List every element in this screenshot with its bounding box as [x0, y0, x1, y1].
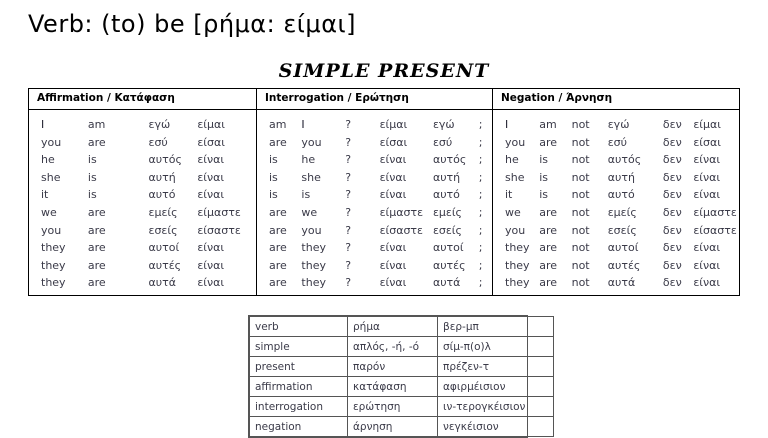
cell-verb: are	[269, 276, 287, 290]
cell-term-en: simple	[250, 337, 348, 357]
cell-question-mark-gr: ;	[478, 241, 483, 255]
cell-subject: he	[505, 153, 519, 167]
table-row	[29, 171, 256, 189]
cell-verb-gr: είναι	[197, 170, 225, 184]
cell-subject: we	[41, 205, 57, 219]
cell-verb: are	[269, 241, 287, 255]
cell-verb-gr: είμαστε	[693, 205, 737, 219]
cell-subject: they	[41, 241, 66, 255]
table-row	[29, 224, 256, 242]
cell-pronunciation: βερ-μπ	[438, 317, 554, 337]
cell-subject-gr: εμείς	[432, 205, 463, 219]
cell-subject: I	[301, 118, 305, 131]
cell-subject-gr: εμείς	[607, 205, 637, 219]
cell-not: not	[571, 135, 590, 149]
column-header-affirmation: Affirmation / Κατάφαση	[29, 89, 257, 109]
cell-not-gr: δεν	[662, 188, 682, 202]
table-row	[257, 188, 492, 206]
cell-subject: you	[505, 223, 526, 237]
cell-question-mark: ?	[345, 205, 352, 219]
cell-not: not	[571, 276, 590, 290]
table-row	[493, 153, 739, 171]
cell-question-mark-gr: ;	[478, 258, 483, 272]
table-row	[493, 171, 739, 189]
cell-verb: are	[539, 223, 558, 237]
table-row	[257, 153, 492, 171]
cell-not-gr: δεν	[662, 223, 682, 237]
cell-verb-gr: είναι	[693, 276, 721, 290]
cell-subject-gr: αυτή	[148, 170, 176, 184]
cell-subject-gr: αυτός	[432, 153, 467, 167]
cell-question-mark-gr: ;	[478, 135, 483, 149]
cell-pronunciation: νεγκέισιον	[438, 417, 554, 437]
cell-question-mark-gr: ;	[478, 188, 483, 202]
cell-question-mark: ?	[345, 135, 352, 149]
table-row	[29, 241, 256, 259]
cell-question-mark-gr: ;	[478, 223, 483, 237]
cell-verb-gr: είμαι	[197, 118, 225, 131]
cell-subject-gr: εσείς	[607, 223, 637, 237]
cell-subject: they	[301, 276, 326, 290]
table-row	[257, 224, 492, 242]
table-row	[250, 397, 554, 417]
cell-not-gr: δεν	[662, 276, 682, 290]
cell-not: not	[571, 258, 590, 272]
cell-verb-gr: είσαι	[197, 135, 225, 149]
cell-verb-gr: είμαι	[693, 118, 721, 131]
cell-subject: they	[301, 258, 326, 272]
cell-verb: is	[269, 153, 278, 167]
cell-not-gr: δεν	[662, 241, 682, 255]
interrogation-column	[257, 110, 493, 295]
table-row	[257, 171, 492, 189]
cell-not: not	[571, 153, 590, 167]
cell-subject: we	[301, 205, 318, 219]
conjugation-table	[28, 88, 740, 296]
negation-column	[493, 110, 739, 295]
cell-subject-gr: αυτή	[432, 170, 461, 184]
cell-not: not	[571, 188, 590, 202]
cell-not-gr: δεν	[662, 153, 682, 167]
cell-term-gr: ερώτηση	[348, 397, 438, 417]
cell-subject: you	[41, 135, 62, 149]
cell-not: not	[571, 205, 590, 219]
cell-verb: are	[87, 276, 106, 290]
cell-subject-gr: αυτοί	[432, 241, 464, 255]
cell-verb-gr: είναι	[197, 276, 225, 290]
cell-question-mark: ?	[345, 241, 352, 255]
cell-verb: are	[87, 205, 106, 219]
cell-subject: they	[41, 276, 66, 290]
cell-subject-gr: αυτός	[148, 153, 182, 167]
table-row	[493, 118, 739, 136]
cell-term-gr: απλός, -ή, -ό	[348, 337, 438, 357]
cell-question-mark: ?	[345, 153, 352, 167]
cell-pronunciation: αφιρμέισιον	[438, 377, 554, 397]
cell-verb: are	[539, 276, 558, 290]
cell-not-gr: δεν	[662, 170, 682, 184]
table-row	[493, 136, 739, 154]
cell-subject: we	[505, 205, 521, 219]
cell-verb: are	[87, 135, 106, 149]
cell-term-gr: παρόν	[348, 357, 438, 377]
cell-verb-gr: είναι	[693, 188, 721, 202]
table-row	[29, 136, 256, 154]
cell-verb-gr: είναι	[379, 241, 407, 255]
cell-verb: am	[539, 118, 557, 131]
cell-verb-gr: είναι	[197, 188, 225, 202]
cell-term-en: negation	[250, 417, 348, 437]
cell-verb: are	[269, 258, 287, 272]
cell-question-mark-gr: ;	[478, 276, 483, 290]
cell-subject-gr: εσύ	[148, 135, 168, 149]
table-row	[257, 118, 492, 136]
cell-subject-gr: εσείς	[148, 223, 178, 237]
cell-subject-gr: εσείς	[432, 223, 462, 237]
cell-subject: he	[301, 153, 316, 167]
cell-verb: are	[87, 241, 106, 255]
cell-subject-gr: αυτός	[607, 153, 642, 167]
cell-subject: they	[301, 241, 326, 255]
cell-verb-gr: είναι	[197, 241, 225, 255]
cell-question-mark: ?	[345, 276, 352, 290]
cell-subject-gr: αυτές	[148, 258, 182, 272]
cell-question-mark: ?	[345, 223, 352, 237]
cell-subject: they	[505, 276, 530, 290]
cell-subject: you	[301, 135, 322, 149]
cell-verb-gr: είσαι	[693, 135, 721, 149]
cell-question-mark: ?	[345, 170, 352, 184]
cell-subject-gr: αυτά	[607, 276, 636, 290]
cell-verb-gr: είμαι	[379, 118, 408, 131]
cell-subject-gr: εμείς	[148, 205, 178, 219]
cell-verb: are	[539, 241, 558, 255]
cell-verb: are	[87, 258, 106, 272]
cell-verb-gr: είσαι	[379, 135, 408, 149]
conjugation-table-body	[29, 110, 739, 295]
cell-not: not	[571, 170, 590, 184]
cell-subject-gr: αυτά	[432, 276, 461, 290]
cell-verb: is	[539, 153, 549, 167]
cell-not: not	[571, 118, 590, 131]
cell-term-en: verb	[250, 317, 348, 337]
table-row	[257, 276, 492, 294]
cell-subject-gr: αυτή	[607, 170, 635, 184]
cell-verb-gr: είναι	[197, 153, 225, 167]
cell-subject: it	[41, 188, 49, 202]
cell-term-gr: άρνηση	[348, 417, 438, 437]
cell-verb: is	[87, 188, 97, 202]
cell-subject-gr: αυτοί	[607, 241, 639, 255]
cell-verb: is	[269, 188, 278, 202]
page-title: Verb: (to) be [ρήμα: είμαι]	[28, 10, 356, 38]
cell-subject-gr: εγώ	[607, 118, 630, 131]
cell-not: not	[571, 241, 590, 255]
cell-verb-gr: είσαστε	[379, 223, 423, 237]
table-row	[250, 417, 554, 437]
cell-term-gr: ρήμα	[348, 317, 438, 337]
cell-subject-gr: αυτές	[607, 258, 641, 272]
cell-subject: I	[41, 118, 45, 131]
cell-term-en: interrogation	[250, 397, 348, 417]
cell-verb-gr: είναι	[379, 153, 407, 167]
cell-question-mark-gr: ;	[478, 153, 483, 167]
cell-subject-gr: εσύ	[607, 135, 628, 149]
cell-verb-gr: είναι	[693, 153, 721, 167]
table-row	[257, 241, 492, 259]
cell-not-gr: δεν	[662, 135, 682, 149]
cell-subject: is	[301, 188, 311, 202]
cell-subject-gr: αυτοί	[148, 241, 180, 255]
cell-subject-gr: εγώ	[148, 118, 171, 131]
cell-subject: I	[505, 118, 509, 131]
cell-term-en: affirmation	[250, 377, 348, 397]
cell-question-mark-gr: ;	[478, 205, 483, 219]
cell-question-mark: ?	[345, 188, 352, 202]
cell-verb-gr: είναι	[693, 170, 721, 184]
table-row	[257, 206, 492, 224]
table-row	[29, 153, 256, 171]
cell-verb: am	[87, 118, 106, 131]
cell-pronunciation: ιν-τερογκέισιον	[438, 397, 554, 417]
table-row	[493, 188, 739, 206]
cell-verb-gr: είσαστε	[197, 223, 241, 237]
cell-verb: is	[269, 170, 278, 184]
cell-verb: is	[87, 153, 97, 167]
cell-verb-gr: είναι	[197, 258, 225, 272]
cell-subject: she	[505, 170, 525, 184]
cell-subject: he	[41, 153, 55, 167]
cell-subject: you	[301, 223, 322, 237]
cell-verb: are	[539, 135, 558, 149]
cell-subject: it	[505, 188, 513, 202]
cell-verb: are	[269, 135, 287, 149]
cell-verb-gr: είμαστε	[197, 205, 241, 219]
table-row	[250, 377, 554, 397]
cell-term-en: present	[250, 357, 348, 377]
cell-not-gr: δεν	[662, 258, 682, 272]
column-header-interrogation: Interrogation / Ερώτηση	[257, 89, 493, 109]
cell-verb-gr: είσαστε	[693, 223, 737, 237]
cell-subject: they	[505, 241, 530, 255]
table-row	[493, 224, 739, 242]
cell-verb-gr: είναι	[379, 188, 407, 202]
cell-subject: you	[505, 135, 526, 149]
table-row	[257, 136, 492, 154]
cell-question-mark: ?	[345, 118, 352, 131]
table-row	[257, 259, 492, 277]
cell-pronunciation: πρέζεν-τ	[438, 357, 554, 377]
cell-subject: they	[41, 258, 66, 272]
cell-verb-gr: είναι	[379, 276, 407, 290]
cell-subject-gr: αυτό	[148, 188, 176, 202]
cell-verb: am	[269, 118, 287, 131]
cell-verb-gr: είναι	[693, 258, 721, 272]
table-row	[493, 241, 739, 259]
cell-subject-gr: εγώ	[432, 118, 455, 131]
cell-subject-gr: εσύ	[432, 135, 453, 149]
cell-verb: are	[269, 205, 287, 219]
cell-subject-gr: αυτό	[607, 188, 635, 202]
table-row	[250, 317, 554, 337]
cell-subject: they	[505, 258, 530, 272]
cell-verb-gr: είμαστε	[379, 205, 424, 219]
cell-subject: she	[41, 170, 61, 184]
cell-verb: is	[539, 188, 549, 202]
table-row	[250, 337, 554, 357]
cell-question-mark-gr: ;	[478, 170, 483, 184]
section-heading: SIMPLE PRESENT	[278, 60, 490, 82]
cell-question-mark: ?	[345, 258, 352, 272]
cell-verb-gr: είναι	[379, 258, 407, 272]
column-header-negation: Negation / Άρνηση	[501, 92, 613, 104]
cell-verb-gr: είναι	[693, 241, 721, 255]
cell-verb: is	[539, 170, 549, 184]
cell-not-gr: δεν	[662, 205, 682, 219]
affirmation-column	[29, 110, 257, 295]
table-row	[29, 259, 256, 277]
table-row	[29, 276, 256, 294]
cell-term-gr: κατάφαση	[348, 377, 438, 397]
cell-not-gr: δεν	[662, 118, 682, 131]
cell-verb: is	[87, 170, 97, 184]
cell-question-mark-gr: ;	[478, 118, 483, 131]
cell-subject: she	[301, 170, 321, 184]
vocabulary-table	[248, 315, 528, 438]
table-row	[493, 259, 739, 277]
cell-verb-gr: είναι	[379, 170, 407, 184]
cell-verb: are	[539, 205, 558, 219]
cell-subject: you	[41, 223, 62, 237]
table-row	[29, 118, 256, 136]
table-row	[493, 206, 739, 224]
cell-not: not	[571, 223, 590, 237]
cell-verb: are	[87, 223, 106, 237]
cell-verb: are	[539, 258, 558, 272]
conjugation-table-header	[29, 89, 739, 110]
table-row	[250, 357, 554, 377]
cell-verb: are	[269, 223, 287, 237]
cell-subject-gr: αυτό	[432, 188, 460, 202]
cell-subject-gr: αυτές	[432, 258, 466, 272]
cell-pronunciation: σίμ-π(ο)λ	[438, 337, 554, 357]
table-row	[493, 276, 739, 294]
table-row	[29, 206, 256, 224]
cell-subject-gr: αυτά	[148, 276, 176, 290]
table-row	[29, 188, 256, 206]
